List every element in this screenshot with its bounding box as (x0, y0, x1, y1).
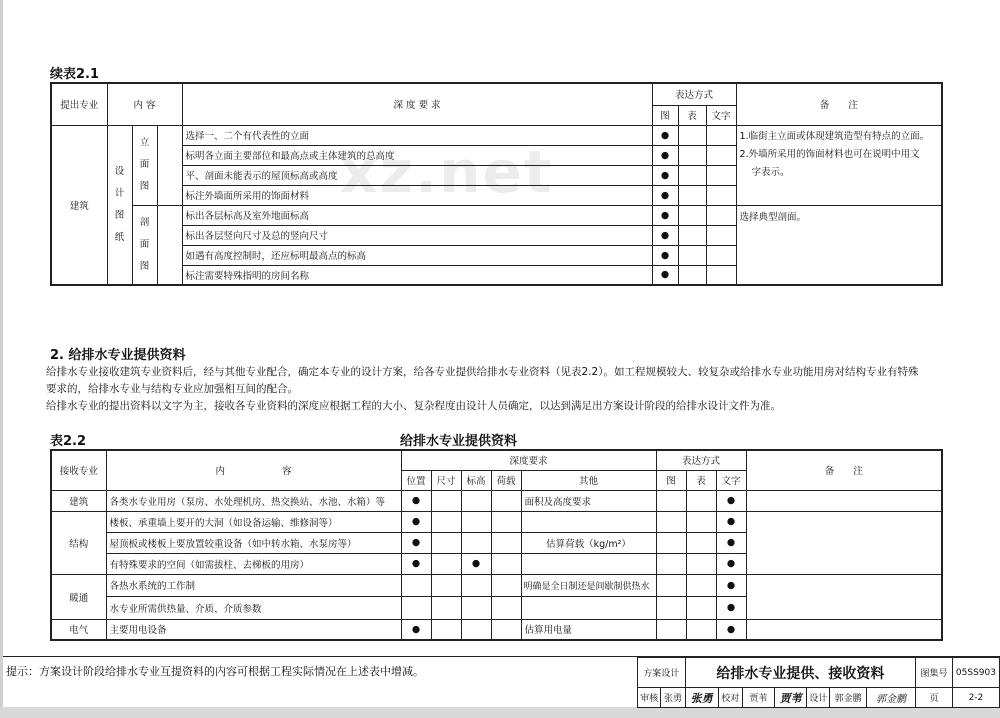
t2-content: 屋顶板或楼板上要放置较重设备（如中转水箱、水泵房等） (106, 532, 401, 553)
t1-header-text: 文字 (706, 105, 736, 125)
t2-fig (656, 511, 686, 532)
t1-row-text (706, 265, 736, 285)
page-left-edge (0, 0, 3, 718)
t2-content: 各热水系统的工作制 (106, 574, 401, 596)
t2-other (521, 511, 656, 532)
t1-row-fig: ● (652, 145, 678, 165)
footer-note: 提示：方案设计阶段给排水专业互提资料的内容可根据工程实际情况在上述表中增减。 (6, 665, 424, 678)
t2-size (431, 574, 461, 596)
page-bottom-edge (0, 707, 1000, 718)
t1-row-req: 标注需要特殊指明的房间名称 (182, 265, 652, 285)
t2-remark (746, 490, 942, 511)
t2-header-fig: 图 (656, 470, 686, 490)
t1-row-tab (678, 165, 706, 185)
t2-size (431, 511, 461, 532)
t1-remark-line: 1.临街主立面或体现建筑造型有特点的立面。 (739, 130, 930, 142)
t1-row-tab (678, 205, 706, 225)
watermark: xz.net (340, 138, 554, 206)
tb-check-signature: 贾苇 (775, 688, 807, 708)
t2-text: ● (716, 532, 746, 553)
t2-other (521, 553, 656, 574)
t2-load (491, 532, 521, 553)
t2-remark (746, 619, 942, 640)
t2-text: ● (716, 596, 746, 619)
t1-row-req: 标明各立面主要部位和最高点或主体建筑的总高度 (182, 145, 652, 165)
t2-fig (656, 574, 686, 596)
t1-spacer (157, 205, 182, 285)
t2-header-content: 内 容 (106, 450, 401, 490)
t2-pos: ● (401, 532, 431, 553)
t1-row-fig: ● (652, 185, 678, 205)
t2-content: 楼板、承重墙上要开的大洞（如设备运输、维修洞等） (106, 511, 401, 532)
t1-row-tab (678, 125, 706, 145)
tb-page-no: 2-2 (952, 688, 999, 708)
t1-row-text (706, 125, 736, 145)
t1-header-fig: 图 (652, 105, 678, 125)
tb-checker: 贾苇 (742, 688, 774, 708)
table2 (50, 449, 943, 641)
t1-row-req: 标出各层竖向尺寸及总的竖向尺寸 (182, 225, 652, 245)
t2-header-pos: 位置 (401, 470, 431, 490)
t1-remark-section: 选择典型剖面。 (736, 205, 942, 285)
t2-elev (461, 511, 491, 532)
t2-pos (401, 596, 431, 619)
t2-header-receiver: 接收专业 (51, 450, 106, 490)
tb-atlas-label: 图集号 (916, 658, 953, 688)
t2-fig (656, 532, 686, 553)
paragraph-line: 要求的，给排水专业与结构专业应加强相互间的配合。 (46, 383, 298, 395)
t1-header-expression: 表达方式 (652, 83, 736, 105)
table2-label: 表2.2 (50, 434, 87, 449)
t1-row-req: 标注外墙面所采用的饰面材料 (182, 185, 652, 205)
t2-load (491, 511, 521, 532)
t2-content: 各类水专业用房（泵房、水处理机房、热交换站、水池、水箱）等 (106, 490, 401, 511)
t2-text: ● (716, 490, 746, 511)
t1-row-text (706, 225, 736, 245)
t1-row-fig: ● (652, 125, 678, 145)
t1-row-req: 如遇有高度控制时，还应标明最高点的标高 (182, 245, 652, 265)
section-paragraph-2: 给排水专业的提出资料以文字为主，接收各专业资料的深度应根据工程的大小、复杂程度由设计人员确定，以达到满足出方案设计阶段的给排水设计文件为准。 (46, 400, 781, 412)
title-block (637, 657, 1000, 708)
t1-row-tab (678, 245, 706, 265)
t2-pos: ● (401, 553, 431, 574)
t2-size (431, 532, 461, 553)
t1-row-text (706, 185, 736, 205)
t1-group-elevation: 立面图 (132, 125, 157, 205)
table1-caption: 续表2.1 (50, 67, 100, 82)
t2-disc: 建筑 (51, 490, 106, 511)
t2-header-elev: 标高 (461, 470, 491, 490)
t2-load (491, 619, 521, 640)
t2-content: 水专业所需供热量、介质、介质参数 (106, 596, 401, 619)
t1-row-text (706, 145, 736, 165)
t1-remark-elevation (736, 125, 942, 205)
t1-row-tab (678, 145, 706, 165)
t1-header-tab: 表 (678, 105, 706, 125)
t1-header-depth: 深 度 要 求 (182, 83, 652, 125)
t1-row-req: 平、剖面未能表示的屋顶标高或高度 (182, 165, 652, 185)
t2-remark (746, 511, 942, 574)
t2-remark (746, 574, 942, 619)
tb-review-label: 审核 (638, 688, 661, 708)
paragraph-line: 给排水专业接收建筑专业资料后，经与其他专业配合，确定本专业的设计方案，给各专业提供给排水专业资料（见表2.2）。如工程规模较大、较复杂或给排水专业功能用房对结构专业有特殊 (46, 366, 919, 378)
tb-designer: 郭金鹏 (830, 688, 867, 708)
t1-header-provider: 提出专业 (51, 83, 107, 125)
t2-elev (461, 532, 491, 553)
t2-tab (686, 553, 716, 574)
t2-text: ● (716, 511, 746, 532)
t2-header-other: 其他 (521, 470, 656, 490)
table2-title: 给排水专业提供资料 (400, 434, 518, 449)
t1-row-req: 标出各层标高及室外地面标高 (182, 205, 652, 225)
t1-row-fig: ● (652, 265, 678, 285)
tb-design-signature: 郭金鹏 (867, 688, 916, 708)
t1-row-text (706, 245, 736, 265)
t2-elev (461, 619, 491, 640)
t2-header-depth: 深度要求 (401, 450, 656, 470)
t1-header-content: 内 容 (107, 83, 182, 125)
t2-header-remarks: 备 注 (746, 450, 942, 490)
t2-header-tab: 表 (686, 470, 716, 490)
t2-size (431, 619, 461, 640)
tb-stage: 方案设计 (638, 658, 686, 688)
t2-elev (461, 574, 491, 596)
tb-design-label: 设计 (807, 688, 830, 708)
t2-header-load: 荷载 (491, 470, 521, 490)
t2-header-size: 尺寸 (431, 470, 461, 490)
t2-text: ● (716, 574, 746, 596)
t1-row-fig: ● (652, 205, 678, 225)
t2-disc: 电气 (51, 619, 106, 640)
t2-elev (461, 596, 491, 619)
tb-review-signature: 张勇 (685, 688, 718, 708)
tb-reviewer: 张勇 (661, 688, 685, 708)
tb-page-label: 页 (916, 688, 953, 708)
t1-row-req: 选择一、二个有代表性的立面 (182, 125, 652, 145)
t2-disc: 结构 (51, 511, 106, 574)
t2-size (431, 596, 461, 619)
tb-check-label: 校对 (718, 688, 742, 708)
t1-sub: 设计图纸 (107, 125, 132, 285)
t1-row-tab (678, 225, 706, 245)
t2-pos: ● (401, 490, 431, 511)
t2-pos: ● (401, 511, 431, 532)
t2-tab (686, 532, 716, 553)
t2-tab (686, 574, 716, 596)
t2-load (491, 574, 521, 596)
t2-tab (686, 596, 716, 619)
t2-content: 主要用电设备 (106, 619, 401, 640)
tb-title: 给排水专业提供、接收资料 (685, 658, 915, 688)
t2-elev (461, 490, 491, 511)
t2-header-text: 文字 (716, 470, 746, 490)
t2-text: ● (716, 553, 746, 574)
t2-other: 估算用电量 (521, 619, 656, 640)
t2-load (491, 490, 521, 511)
t1-row-fig: ● (652, 245, 678, 265)
section-paragraph-1 (46, 364, 956, 398)
t1-spacer (157, 125, 182, 205)
table1 (50, 82, 943, 286)
t2-other (521, 596, 656, 619)
t1-remark-line: 字表示。 (751, 166, 790, 178)
t2-fig (656, 596, 686, 619)
t2-tab (686, 619, 716, 640)
t2-load (491, 553, 521, 574)
t2-load (491, 596, 521, 619)
t2-pos: ● (401, 619, 431, 640)
t2-size (431, 490, 461, 511)
t1-discipline: 建筑 (51, 125, 107, 285)
t1-row-tab (678, 265, 706, 285)
t2-fig (656, 490, 686, 511)
t1-row-fig: ● (652, 165, 678, 185)
t2-pos (401, 574, 431, 596)
t1-header-remarks: 备 注 (736, 83, 942, 125)
t1-group-section: 剖面图 (132, 205, 157, 285)
t2-fig (656, 619, 686, 640)
t2-text: ● (716, 619, 746, 640)
t2-other: 估算荷载（kg/m²） (521, 532, 656, 553)
tb-atlas-no: 05SS903 (952, 658, 999, 688)
t1-row-text (706, 165, 736, 185)
section-title: 2. 给排水专业提供资料 (50, 348, 186, 363)
t2-elev: ● (461, 553, 491, 574)
t2-other: 面积及高度要求 (521, 490, 656, 511)
t2-tab (686, 490, 716, 511)
t2-header-expression: 表达方式 (656, 450, 746, 470)
t1-row-fig: ● (652, 225, 678, 245)
t2-fig (656, 553, 686, 574)
t2-tab (686, 511, 716, 532)
t2-disc: 暖通 (51, 574, 106, 619)
t2-content: 有特殊要求的空间（如需拔柱、去梯板的用房） (106, 553, 401, 574)
t2-size (431, 553, 461, 574)
t1-remark-line: 2.外墙所采用的饰面材料也可在说明中用文 (739, 148, 920, 160)
t1-row-text (706, 205, 736, 225)
t2-other: 明确是全日制还是间歇制供热水 (521, 574, 656, 596)
t1-row-tab (678, 185, 706, 205)
